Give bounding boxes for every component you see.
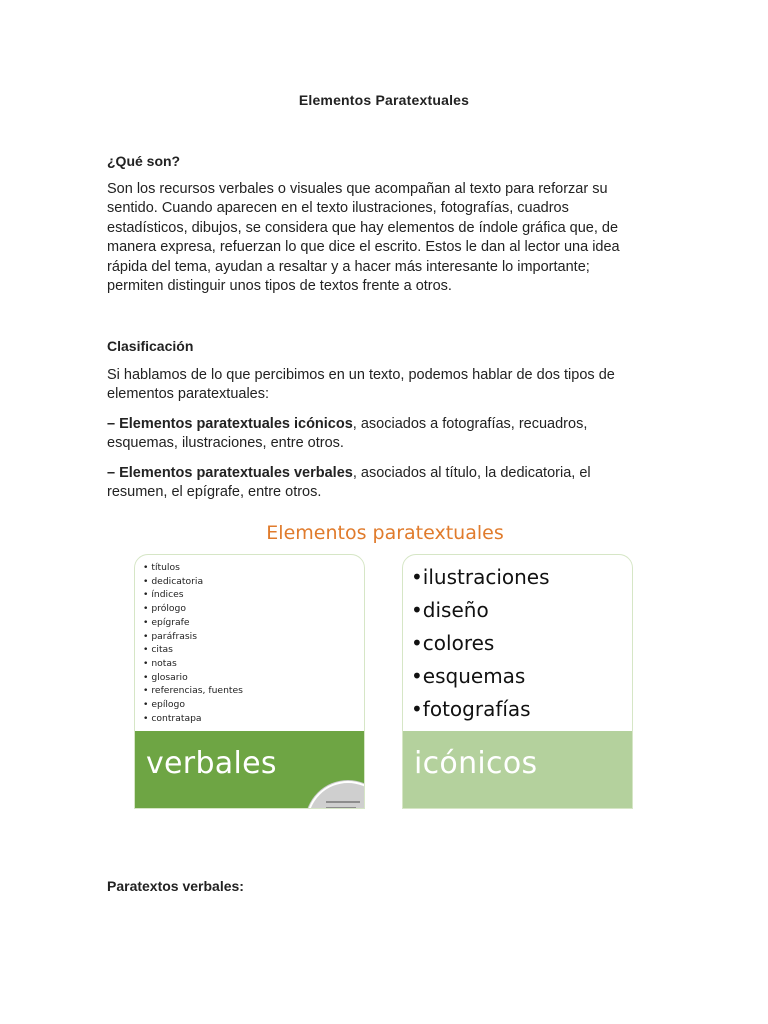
list-item-iconicos (107, 415, 647, 454)
list-item: • epígrafe (143, 616, 190, 628)
figure-title: Elementos paratextuales (266, 522, 504, 544)
panel-verbales (134, 554, 365, 809)
list-item: • prólogo (143, 603, 186, 615)
list-item: • referencias, fuentes (143, 685, 243, 697)
list-item: • glosario (143, 671, 188, 683)
item-bold-verbales: – Elementos paratextuales verbales (107, 465, 353, 481)
list-item: •colores (411, 631, 495, 655)
list-item: •ilustraciones (411, 565, 550, 589)
verbal-label: verbales (146, 746, 277, 781)
list-item: • contratapa (143, 712, 202, 724)
section-heading-que-son: ¿Qué son? (107, 153, 181, 169)
list-item: •esquemas (411, 664, 526, 688)
iconic-band (403, 731, 632, 808)
list-item: •fotografías (411, 697, 531, 721)
list-item: • dedicatoria (143, 575, 204, 587)
item-bold-iconicos: – Elementos paratextuales icónicos (107, 416, 353, 432)
list-item: • títulos (143, 562, 180, 573)
verbal-list (143, 561, 243, 725)
section-classification (107, 337, 647, 356)
section-heading-paratextos-verbales: Paratextos verbales: (107, 878, 244, 894)
item-rest-verbales: , asociados al título, la dedicatoria, el resumen, el epígrafe, entre otros. (107, 465, 591, 501)
paragraph-que-son (107, 180, 647, 296)
list-item: • índices (143, 589, 184, 601)
list-item: •diseño (411, 598, 489, 622)
section-heading-clasificacion: Clasificación (107, 338, 194, 354)
list-item: • paráfrasis (143, 630, 197, 642)
section-what (107, 152, 647, 171)
item-rest-iconicos: , asociados a fotografías, recuadros, esquemas, ilustraciones, entre otros. (107, 416, 588, 452)
list-item: • notas (143, 657, 177, 669)
paragraph-text: Son los recursos verbales o visuales que acompañan al texto para reforzar su sentido. Cuando aparecen en el texto ilustraciones, fotografías, cuadros estadísticos, dibujos, se considera que hay elementos de índole gráfica que, de manera expresa, refuerzan lo que dice el escrito. Estos le dan al lector una idea rápida del tema, ayudan a resaltar y a hacer más interesante lo importante; permiten distinguir unos tipos de textos frente a otros. (107, 181, 620, 295)
iconic-list (411, 561, 550, 726)
list-item: • citas (143, 644, 173, 656)
document-title: Elementos Paratextuales (298, 92, 470, 108)
paragraph-intro: Si hablamos de lo que percibimos en un texto, podemos hablar de dos tipos de elementos paratextuales: (107, 367, 615, 403)
paragraph-clasificacion (107, 366, 647, 405)
list-item: • epílogo (143, 699, 186, 711)
iconic-label: icónicos (414, 746, 538, 781)
section-paratextos-verbales (107, 877, 647, 896)
paratext-figure (130, 520, 640, 840)
panel-iconicos (402, 554, 633, 809)
list-item-verbales (107, 464, 647, 503)
